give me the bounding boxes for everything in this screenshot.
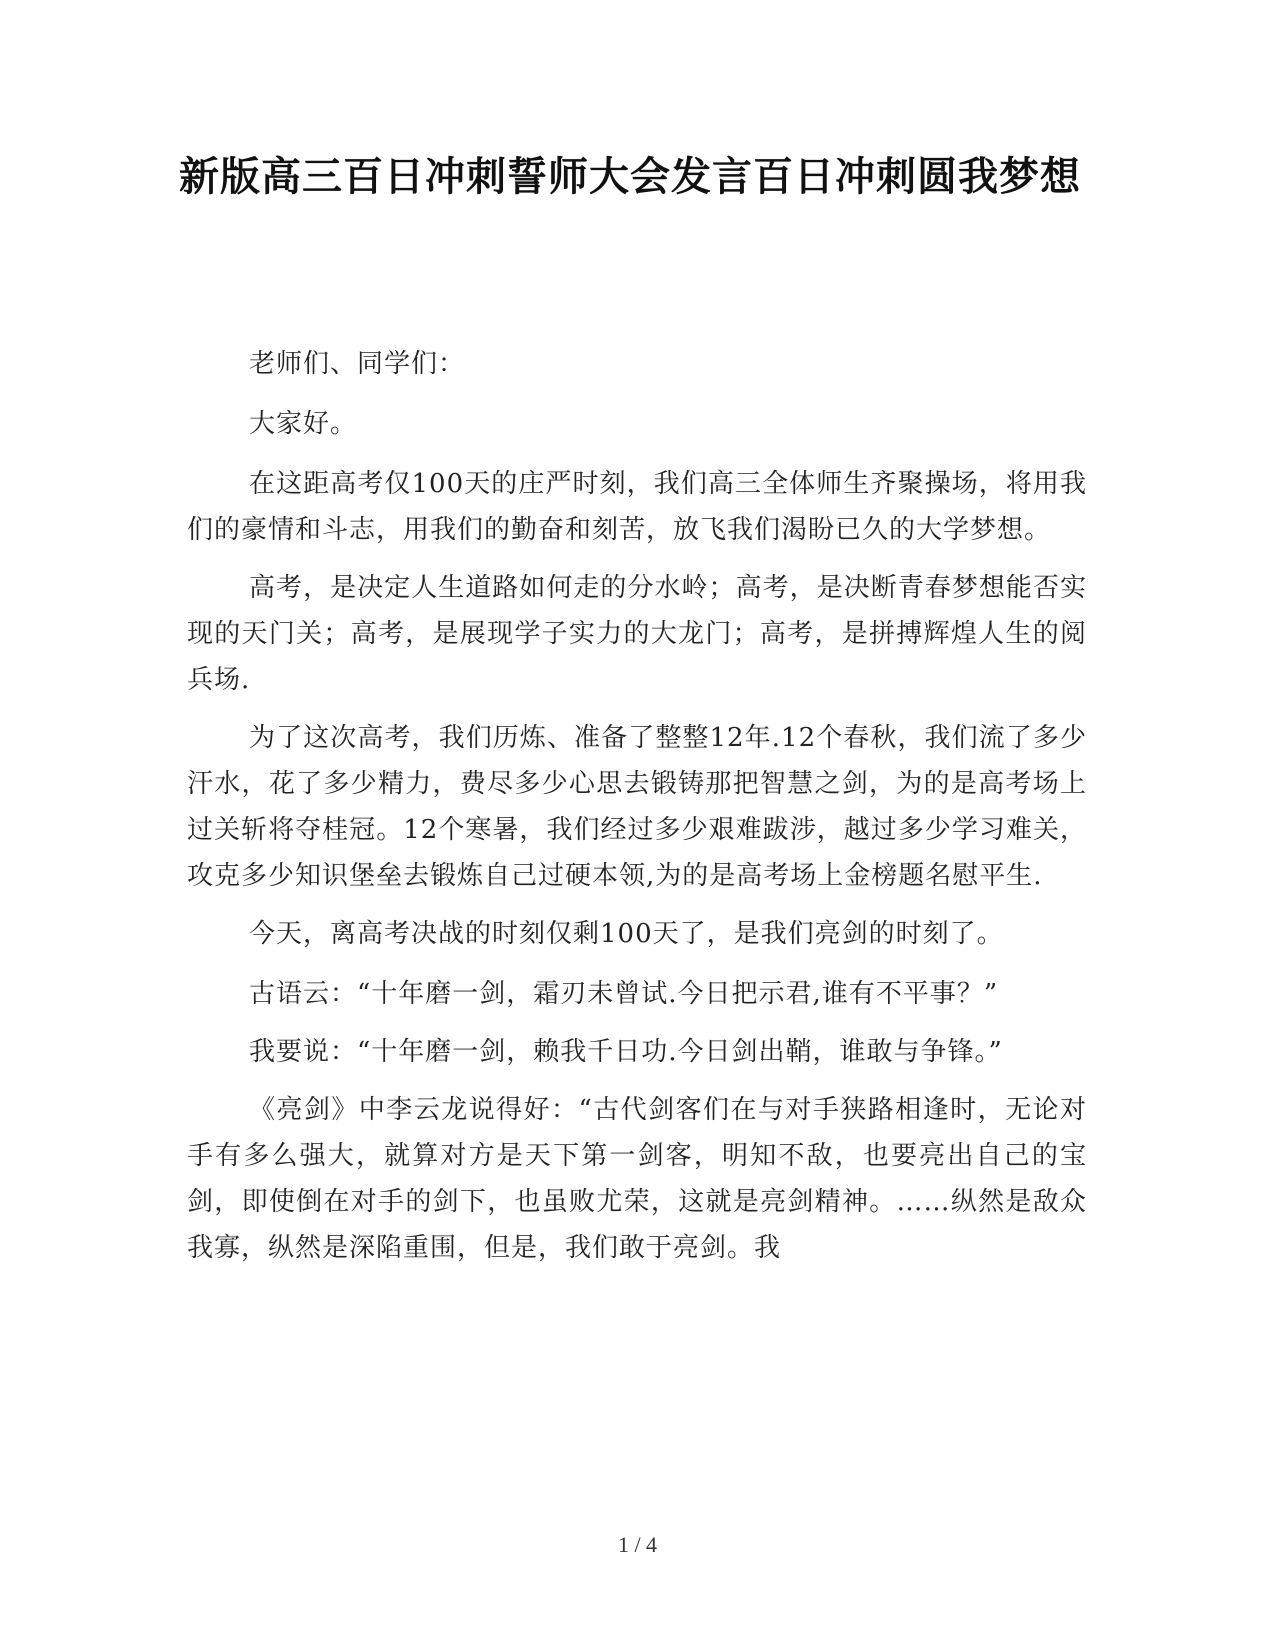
paragraph: 为了这次高考，我们历炼、准备了整整12年.12个春秋，我们流了多少汗水，花了多少精力，费尽多少心思去锻铸那把智慧之剑，为的是高考场上过关斩将夺桂冠。12个寒暑，我们经过多少艰难跋涉，越过多少学习难关，攻克多少知识堡垒去锻炼自己过硬本领,为的是高考场上金榜题名慰平生. [187, 723, 1087, 891]
paragraph-greeting: 老师们、同学们： [249, 349, 466, 379]
document-body [187, 341, 1087, 1283]
paragraph: 高考，是决定人生道路如何走的分水岭；高考，是决断青春梦想能否实现的天门关；高考，是展现学子实力的大龙门；高考，是拼搏辉煌人生的阅兵场. [187, 573, 1087, 695]
paragraph-quote-ancient: 古语云：“十年磨一剑，霜刃未曾试.今日把示君,谁有不平事？” [249, 979, 999, 1009]
paragraph-liangjian: 《亮剑》中李云龙说得好：“古代剑客们在与对手狭路相逢时，无论对手有多么强大，就算对方是天下第一剑客，明知不敌，也要亮出自己的宝剑，即使倒在对手的剑下，也虽败尤荣，这就是亮剑精神。……纵然是敌众我寡，纵然是深陷重围，但是，我们敢于亮剑。我 [187, 1095, 1087, 1263]
paragraph: 在这距高考仅100天的庄严时刻，我们高三全体师生齐聚操场，将用我们的豪情和斗志，用我们的勤奋和刻苦，放飞我们渴盼已久的大学梦想。 [187, 469, 1087, 545]
document-title: 新版高三百日冲刺誓师大会发言百日冲刺圆我梦想 [179, 154, 1081, 200]
paragraph-hello: 大家好。 [249, 409, 358, 439]
page-number: 1 / 4 [617, 1532, 658, 1557]
paragraph-quote-mine: 我要说：“十年磨一剑，赖我千日功.今日剑出鞘，谁敢与争锋。” [249, 1037, 1003, 1067]
paragraph: 今天，离高考决战的时刻仅剩100天了，是我们亮剑的时刻了。 [249, 919, 1004, 949]
